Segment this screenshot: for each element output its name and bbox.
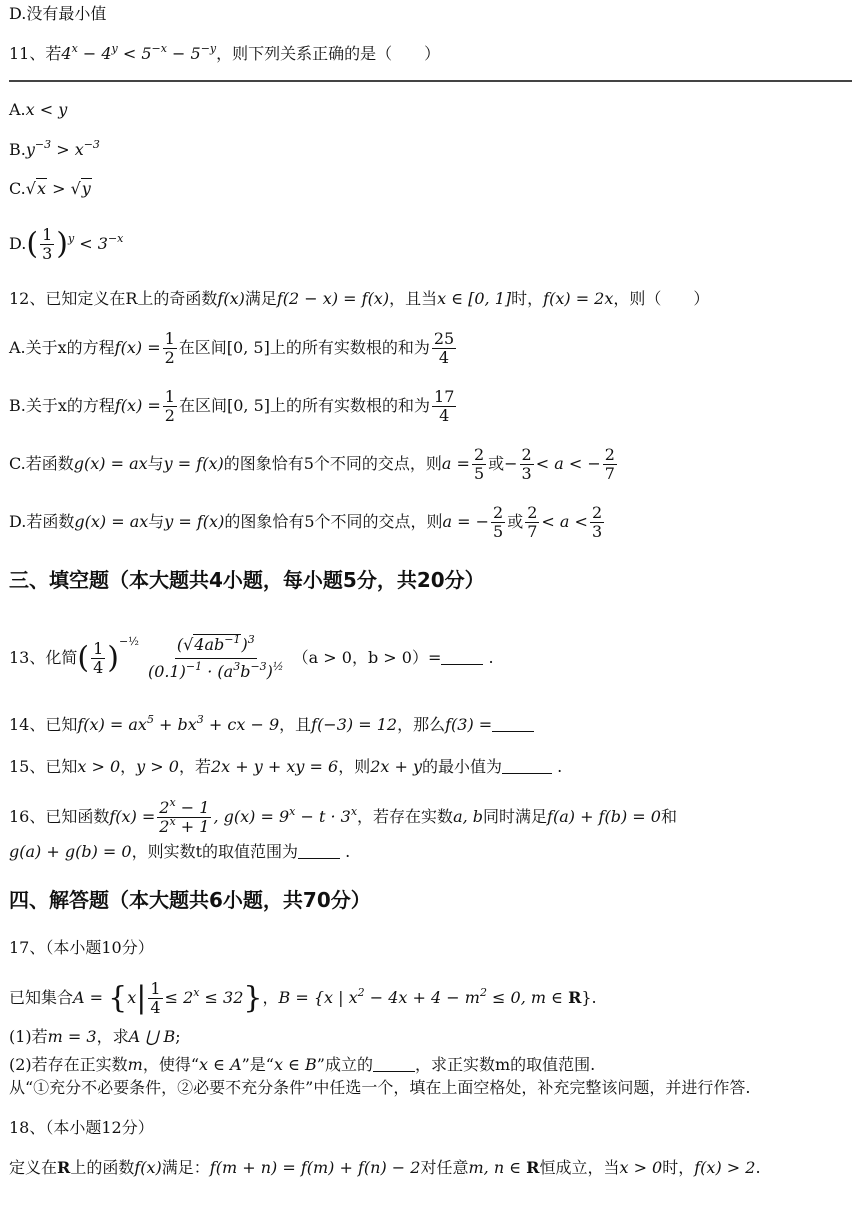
q11-option-c: C.√x > √y bbox=[9, 179, 91, 198]
q11-option-d: D.( $\frac{1}{3}$ )$^y < 3^{-x}$ bbox=[9, 225, 124, 263]
q18-title: 18、（本小题12分） bbox=[9, 1118, 154, 1137]
q17-part1: (1)若m = 3，求A ⋃ B; bbox=[9, 1027, 181, 1046]
q18-stem: 定义在R上的函数f(x)满足：f(m + n) = f(m) + f(n) − 2对任意m, n ∈ R恒成立，当x > 0时，f(x) > 2. bbox=[9, 1158, 761, 1177]
q12-option-c: C.若函数g(x) = ax与y = f(x)的图象恰有5个不同的交点，则a = $\frac{2}{5}$ 或− $\frac{2}{3}$ < a < − $\frac{2}{7}$ bbox=[9, 445, 615, 483]
q10-option-d: D.没有最小值 bbox=[9, 4, 107, 23]
q17-title: 17、（本小题10分） bbox=[9, 938, 154, 957]
section-fill-in-heading: 三、填空题（本大题共4小题，每小题5分，共20分） bbox=[9, 568, 485, 592]
q12-option-d: D.若函数g(x) = ax与y = f(x)的图象恰有5个不同的交点，则a = − $\frac{2}{5}$ 或 $\frac{2}{7}$ < a < $\frac{2}{3}$ bbox=[9, 503, 603, 541]
q17-part2: (2)若存在正实数m，使得“x ∈ A”是“x ∈ B”成立的 ，求正实数m的取值范围. bbox=[9, 1055, 596, 1074]
q12-stem: 12、已知定义在R上的奇函数f(x)满足f(2 − x) = f(x)，且当x ∈ [0, 1]时，f(x) = 2x，则（ ） bbox=[9, 289, 710, 308]
q16-line1: 16、已知函数f(x) = $\frac{2^x - 1}{2^x + 1}$ , $g(x) = 9^x - t \cdot 3^x$，若存在实数a, b同时满足f(a) + f(b) = 0和 bbox=[9, 796, 677, 836]
q13: 13、化简( $\frac{1}{4}$ )$^{-\frac{1}{2}}$ $\frac{(√4ab^{-1})^3}{(0.1)^{-1} \cdot (a^3b^{-3})^{\frac{1}{2}}}$ （a > 0，b > 0）= . bbox=[9, 633, 494, 681]
q17-choose-note: 从“①充分不必要条件，②必要不充分条件”中任选一个，填在上面空格处，补充完整该问题，并进行作答. bbox=[9, 1078, 751, 1097]
q11-stem: 11、若$4^x - 4^y < 5^{-x} - 5^{-y}$，则下列关系正确的是（ ） bbox=[9, 42, 441, 63]
q15: 15、已知x > 0，y > 0，若2x + y + xy = 6，则2x + y的最小值为 . bbox=[9, 757, 563, 776]
q14: 14、已知$f(x) = ax^5 + bx^3$ + cx − 9，且f(−3) = 12，那么f(3) = bbox=[9, 715, 534, 735]
q17-set-definition: 已知集合A = {x| $\frac{1}{4}$ ≤ $2^x \le 32$}，B = {x | $x^2 - 4x + 4 - m^2 \le 0$, m ∈ R}. bbox=[9, 979, 597, 1017]
q11-option-b: $B.y^{-3} > x^{-3}$ bbox=[9, 138, 100, 159]
section-solution-heading: 四、解答题（本大题共6小题，共70分） bbox=[9, 888, 371, 912]
q16-line2: g(a) + g(b) = 0，则实数t的取值范围为 . bbox=[9, 842, 351, 861]
divider bbox=[9, 80, 852, 82]
q12-option-b: B.关于x的方程f(x) = $\frac{1}{2}$ 在区间[0, 5]上的所有实数根的和为 $\frac{17}{4}$ bbox=[9, 387, 455, 425]
q11-option-a: A.x < y bbox=[9, 100, 68, 119]
q12-option-a: A.关于x的方程f(x) = $\frac{1}{2}$ 在区间[0, 5]上的所有实数根的和为 $\frac{25}{4}$ bbox=[9, 329, 455, 367]
